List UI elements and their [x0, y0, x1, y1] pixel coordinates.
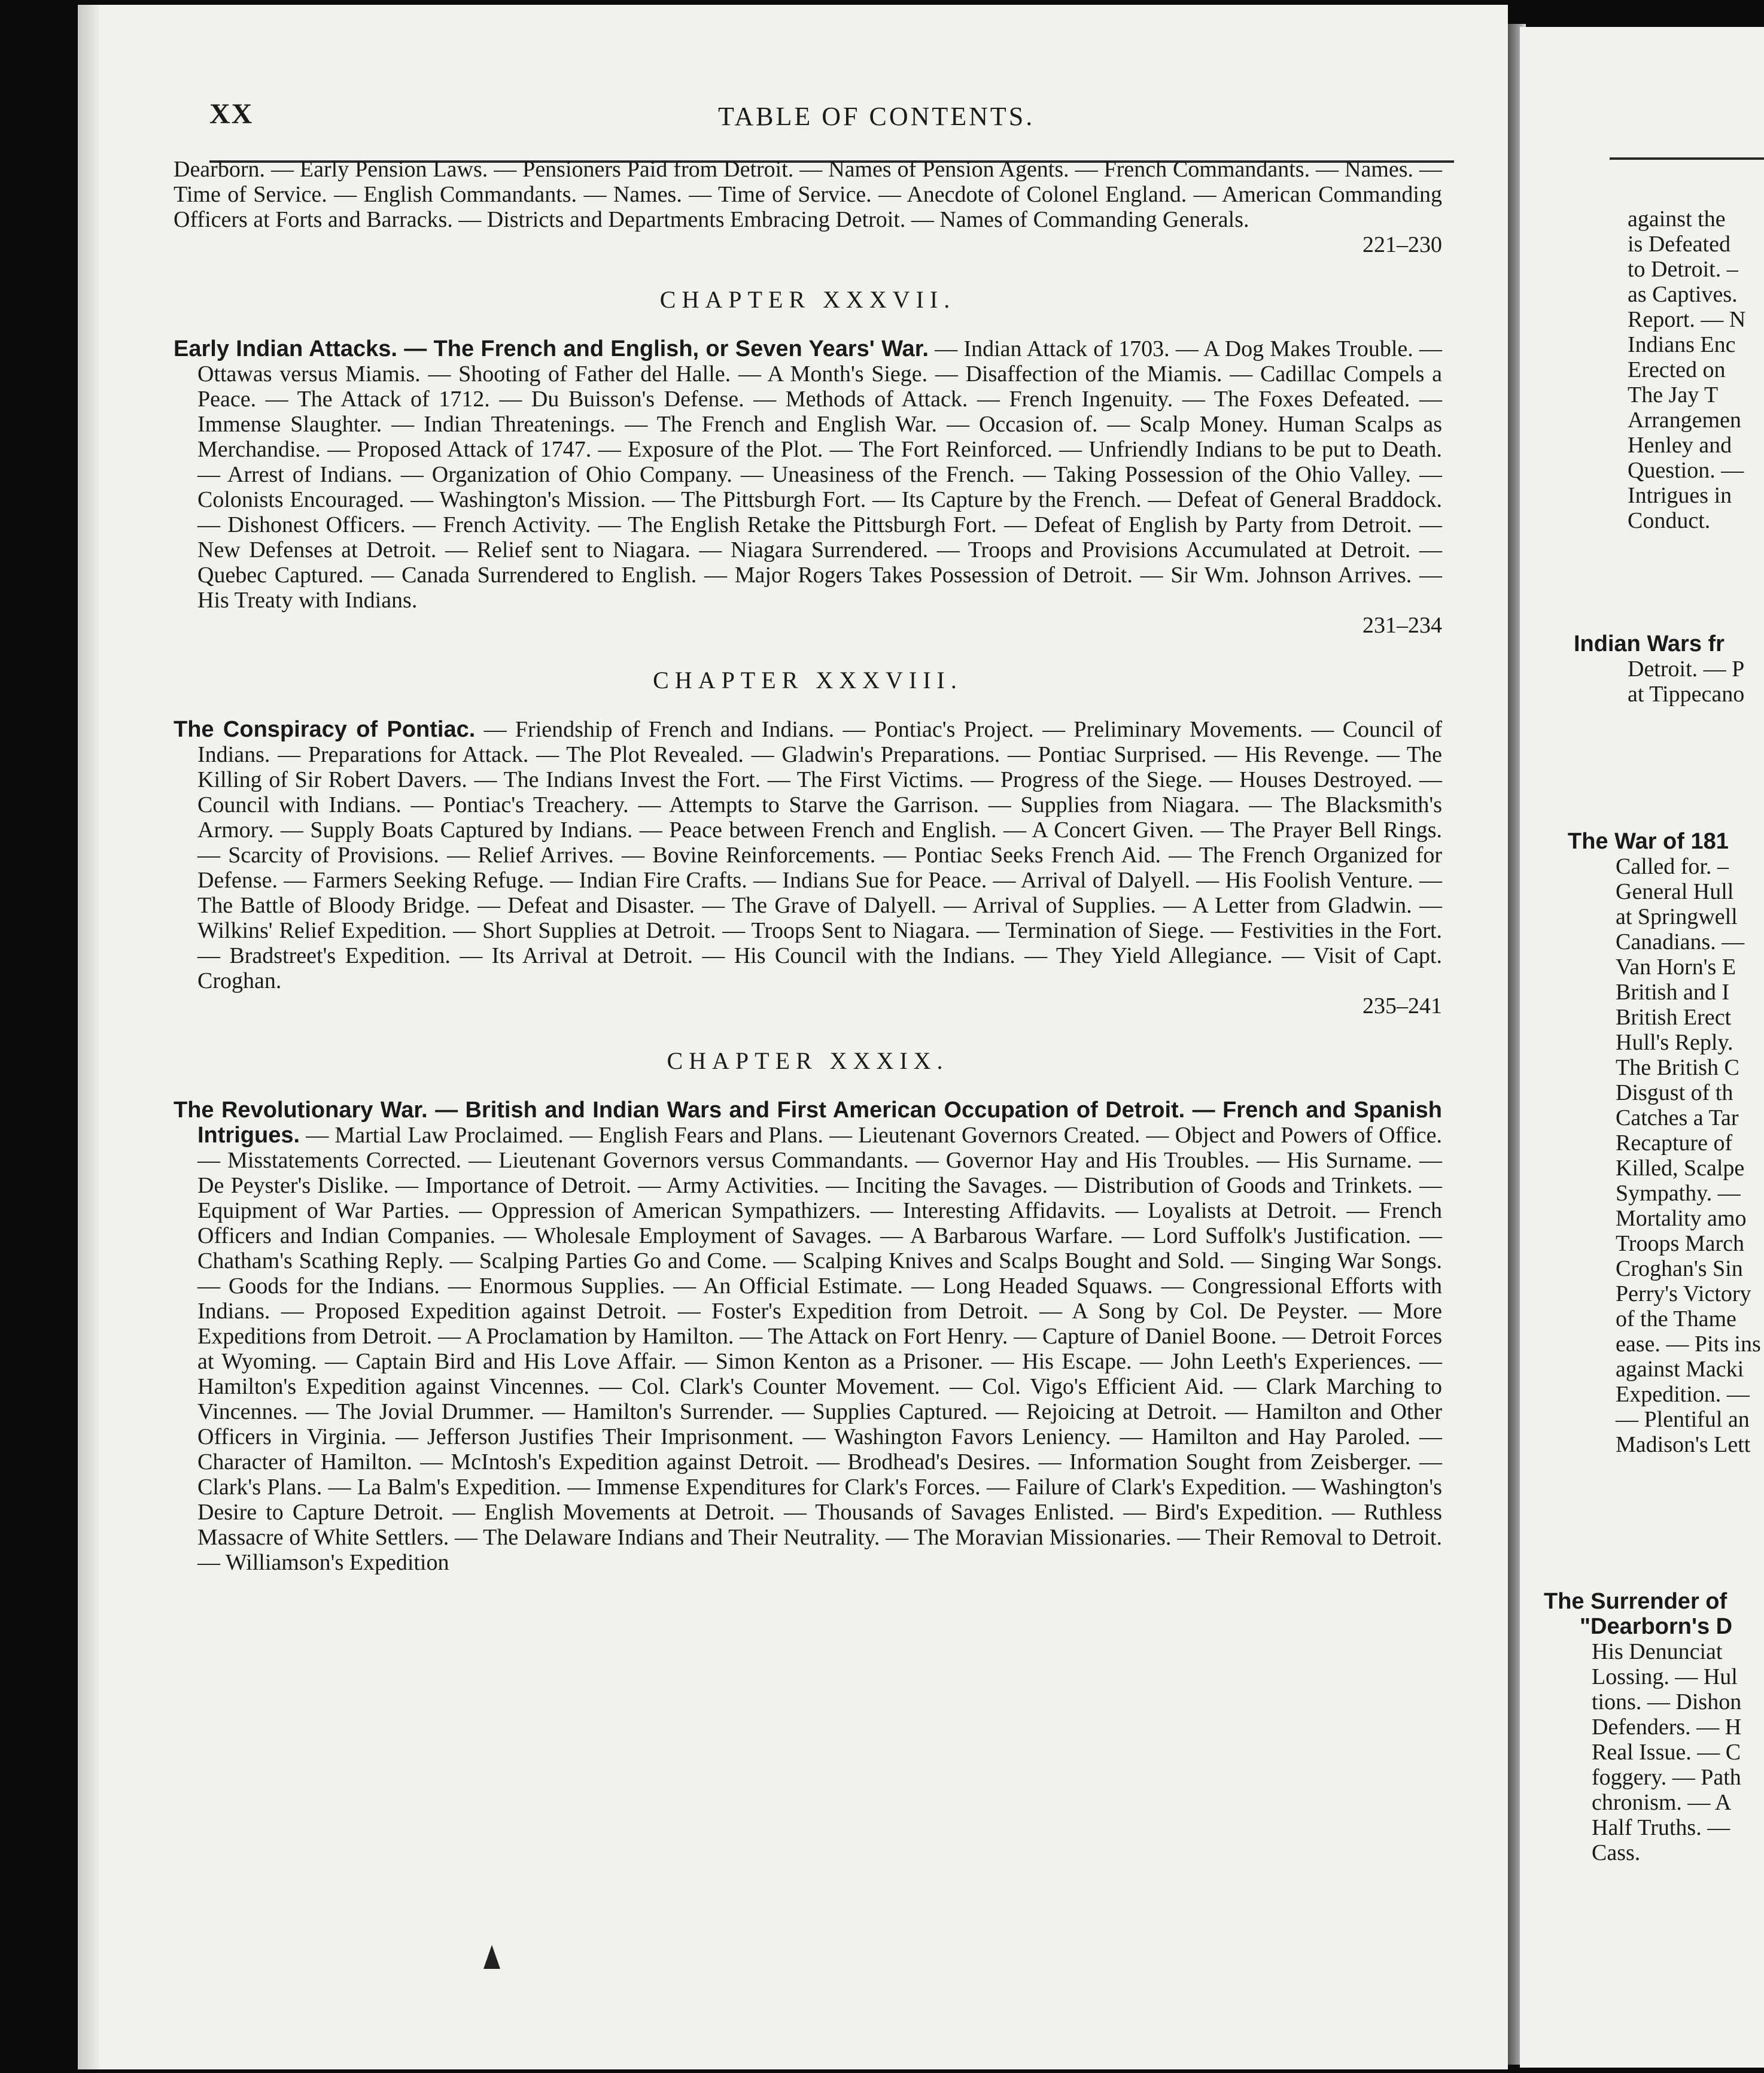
right-page-line: The Jay T [1628, 382, 1719, 408]
right-page-line: tions. — Dishon [1592, 1689, 1742, 1715]
page-number: XX [209, 98, 254, 130]
right-page-line: Hull's Reply. [1616, 1030, 1733, 1055]
right-page-line: at Springwell [1616, 904, 1738, 929]
chapter-heading: CHAPTER XXXIX. [667, 1047, 949, 1074]
chapter-text: — Friendship of French and Indians. — Pontiac's Project. — Preliminary Movements. — Council of Indians. — Preparations for Attack. — The Plot Revealed. — Gladwin's Preparations. — Pontiac Surprised. — His Revenge. — The Killing of Sir Robert Davers. — The Indians Invest the Fort. — The First Victims. — Progress of the Siege. — Houses Destroyed. — Council with Indians. — Pontiac's Treachery. — Attempts to Starve the Garrison. — Supplies from Niagara. — The Blacksmith's Armory. — Supply Boats Captured by Indians. — Peace between French and English. — A Concert Given. — The Prayer Bell Rings. — Scarcity of Provisions. — Relief Arrives. — Bovine Reinforcements. — Pontiac Seeks French Aid. — The French Organized for Defense. — Farmers Seeking Refuge. — Indian Fire Crafts. — Indians Sue for Peace. — Arrival of Dalyell. — His Foolish Venture. — The Battle of Bloody Bridge. — Defeat and Disaster. — The Grave of Dalyell. — Arrival of Supplies. — A Letter from Gladwin. — Wilkins' Relief Expedition. — Short Supplies at Detroit. — Troops Sent to Niagara. — Termination of Siege. — Festivities in the Fort. — Bradstreet's Expedition. — Its Arrival at Detroit. — His Council with the Indians. — They Yield Allegiance. — Visit of Capt. Croghan. [197, 717, 1442, 993]
right-page-line: is Defeated [1628, 232, 1730, 257]
right-page-line: Sympathy. — [1616, 1181, 1741, 1206]
chapter-text: — Martial Law Proclaimed. — English Fears and Plans. — Lieutenant Governors Created. — Object and Powers of Office. — Misstatements Corrected. — Lieutenant Governors versus Commandants. — Governor Hay and His Troubles. — His Surname. — De Peyster's Dislike. — Importance of Detroit. — Army Activities. — Inciting the Savages. — Distribution of Goods and Trinkets. — Equipment of War Parties. — Oppression of American Sympathizers. — Interesting Affidavits. — Loyalists at Detroit. — French Officers and Indian Companies. — Wholesale Employment of Savages. — A Barbarous Warfare. — Lord Suffolk's Justification. — Chatham's Scathing Reply. — Scalping Parties Go and Come. — Scalping Knives and Scalps Bought and Sold. — Singing War Songs. — Goods for the Indians. — Enormous Supplies. — An Official Estimate. — Long Headed Squaws. — Congressional Efforts with Indians. — Proposed Expedition against Detroit. — Foster's Expedition from Detroit. — A Song by Col. De Peyster. — More Expeditions from Detroit. — A Proclamation by Hamilton. — The Attack on Fort Henry. — Capture of Daniel Boone. — Detroit Forces at Wyoming. — Captain Bird and His Love Affair. — Simon Kenton as a Prisoner. — His Escape. — John Leeth's Experiences. — Hamilton's Expedition against Vincennes. — Col. Clark's Counter Movement. — Col. Vigo's Efficient Aid. — Clark Marching to Vincennes. — The Jovial Drummer. — Hamilton's Surrender. — Supplies Captured. — Rejoicing at Detroit. — Hamilton and Other Officers in Virginia. — Jefferson Justifies Their Imprisonment. — Washington Favors Leniency. — Hamilton and Hay Paroled. — Character of Hamilton. — McIntosh's Expedition against Detroit. — Brodhead's Desires. — Information Sought from Zeisberger. — Clark's Plans. — La Balm's Expedition. — Immense Expenditures for Clark's Forces. — Failure of Clark's Expedition. — Washington's Desire to Capture Detroit. — English Movements at Detroit. — Thousands of Savages Enlisted. — Bird's Expedition. — Ruthless Massacre of White Settlers. — The Delaware Indians and Their Neutrality. — The Moravian Missionaries. — Their Removal to Detroit. — Williamson's Expedition [197, 1123, 1442, 1575]
toc-content [174, 157, 1442, 1575]
chapter-title: The Revolutionary War. — British and Indian Wars and First American Occupation of Detroit. — French and Spanish Intrigues. [174, 1098, 1442, 1148]
right-page-line: Report. — N [1628, 307, 1746, 332]
right-chapter-title: The War of 181 [1568, 829, 1729, 854]
right-page-line: Mortality amo [1616, 1206, 1747, 1231]
chapter-title: The Conspiracy of Pontiac. [174, 717, 476, 742]
right-page-line: Cass. [1592, 1840, 1641, 1865]
right-page-line: Lossing. — Hul [1592, 1664, 1738, 1689]
intro-entry [174, 157, 1442, 232]
chapter-entry [174, 336, 1442, 613]
chapter-pages: 235–241 [1362, 993, 1442, 1019]
right-page-line: Perry's Victory [1616, 1281, 1751, 1306]
page-header [209, 93, 1454, 141]
right-page-line: against the [1628, 206, 1726, 232]
right-page-line: British Erect [1616, 1005, 1732, 1030]
right-page-line: foggery. — Path [1592, 1765, 1741, 1790]
chapter-pages: 231–234 [1362, 613, 1442, 638]
right-page-line: — Plentiful an [1616, 1407, 1750, 1432]
right-page-line: Disgust of th [1616, 1080, 1733, 1105]
right-page-line: Expedition. — [1616, 1382, 1750, 1407]
page-mark [483, 1945, 500, 1969]
right-page-line: Van Horn's E [1616, 955, 1736, 980]
right-page-line: General Hull [1616, 879, 1734, 904]
right-page-line: Real Issue. — C [1592, 1740, 1741, 1765]
right-page-line: Half Truths. — [1592, 1815, 1730, 1840]
right-page-line: Troops March [1616, 1231, 1744, 1256]
right-page-line: to Detroit. – [1628, 257, 1738, 282]
right-page-line: Madison's Lett [1616, 1432, 1751, 1457]
right-page-line: Catches a Tar [1616, 1105, 1739, 1130]
chapter-text: — Indian Attack of 1703. — A Dog Makes Trouble. — Ottawas versus Miamis. — Shooting of Father del Halle. — A Month's Siege. — Disaffection of the Miamis. — Cadillac Compels a Peace. — The Attack of 1712. — Du Buisson's Defense. — Methods of Attack. — French Ingenuity. — The Foxes Defeated. — Immense Slaughter. — Indian Threatenings. — The French and English War. — Occasion of. — Scalp Money. Human Scalps as Merchandise. — Proposed Attack of 1747. — Exposure of the Plot. — The Fort Reinforced. — Unfriendly Indians to be put to Death. — Arrest of Indians. — Organization of Ohio Company. — Uneasiness of the French. — Taking Possession of the Ohio Valley. — Colonists Encouraged. — Washington's Mission. — The Pittsburgh Fort. — Its Capture by the French. — Defeat of General Braddock. — Dishonest Officers. — French Activity. — The English Retake the Pittsburgh Fort. — Defeat of English by Party from Detroit. — New Defenses at Detroit. — Relief sent to Niagara. — Niagara Surrendered. — Troops and Provisions Accumulated at Detroit. — Quebec Captured. — Canada Surrendered to English. — Major Rogers Takes Possession of Detroit. — Sir Wm. Johnson Arrives. — His Treaty with Indians. [197, 336, 1442, 613]
right-page-line: His Denunciat [1592, 1639, 1723, 1664]
right-page-line: at Tippecano [1628, 682, 1745, 707]
chapter-heading: CHAPTER XXXVIII. [653, 667, 963, 694]
right-page-line: Canadians. — [1616, 929, 1745, 955]
right-page-line: Called for. – [1616, 854, 1729, 879]
chapter-heading: CHAPTER XXXVII. [659, 286, 956, 313]
right-page-line: Henley and [1628, 433, 1732, 458]
right-page-line: Detroit. — P [1628, 656, 1745, 682]
running-title: TABLE OF CONTENTS. [718, 102, 1035, 131]
right-page-line: Indians Enc [1628, 332, 1736, 357]
right-page-line: The British C [1616, 1055, 1739, 1080]
right-chapter-title: The Surrender of [1544, 1589, 1727, 1614]
right-page-line: Intrigues in [1628, 483, 1732, 508]
intro-pages: 221–230 [1362, 232, 1442, 257]
right-page-line: against Macki [1616, 1357, 1744, 1382]
right-page-line: Arrangemen [1628, 408, 1741, 433]
chapter-title: Early Indian Attacks. — The French and English, or Seven Years' War. [174, 336, 929, 361]
right-page-line: Conduct. [1628, 508, 1711, 533]
right-chapter-title: Indian Wars fr [1574, 631, 1725, 656]
page-edge-shadow [78, 5, 99, 2069]
right-page-line: Recapture of [1616, 1130, 1733, 1156]
right-page-line: Defenders. — H [1592, 1715, 1742, 1740]
right-page-line: Killed, Scalpe [1616, 1156, 1745, 1181]
right-page-line: as Captives. [1628, 282, 1738, 307]
right-page [1520, 27, 1764, 2068]
right-page-line: Erected on [1628, 357, 1726, 382]
right-page-line: Question. — [1628, 458, 1744, 483]
right-header-rule [1610, 157, 1764, 160]
right-page-line: of the Thame [1616, 1306, 1736, 1332]
right-page-line: chronism. — A [1592, 1790, 1732, 1815]
intro-text: Dearborn. — Early Pension Laws. — Pensioners Paid from Detroit. — Names of Pension Agents. — French Commandants. — Names. — Time of Service. — English Commandants. — Names. — Time of Service. — Anecdote of Colonel England. — American Commanding Officers at Forts and Barracks. — Districts and Departments Embracing Detroit. — Names of Commanding Generals. [174, 157, 1442, 232]
chapter-entry [174, 717, 1442, 993]
chapter-entry [174, 1098, 1442, 1575]
right-chapter-title: "Dearborn's D [1580, 1614, 1733, 1639]
right-page-line: ease. — Pits ins [1616, 1332, 1761, 1357]
right-page-line: British and I [1616, 980, 1729, 1005]
right-page-line: Croghan's Sin [1616, 1256, 1743, 1281]
